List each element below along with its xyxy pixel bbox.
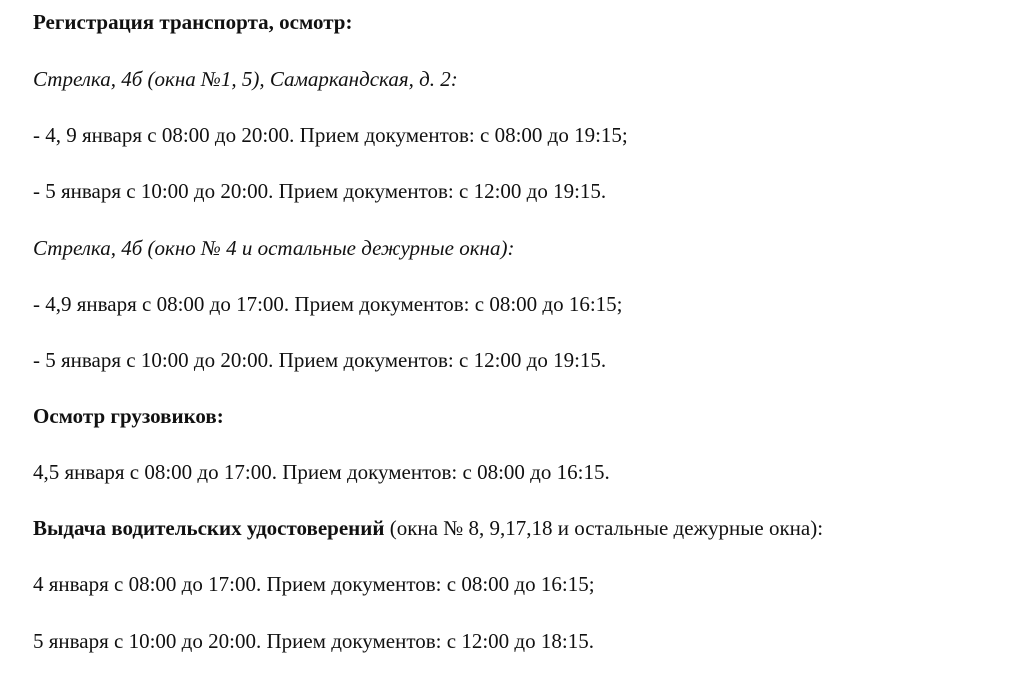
schedule-line: - 4,9 января с 08:00 до 17:00. Прием документов: с 08:00 до 16:15;	[33, 292, 623, 316]
section-heading-trucks: Осмотр грузовиков:	[33, 404, 224, 428]
schedule-line: - 5 января с 10:00 до 20:00. Прием документов: с 12:00 до 19:15.	[33, 179, 607, 203]
section-heading-licenses-note: (окна № 8, 9,17,18 и остальные дежурные окна):	[384, 516, 824, 540]
section-heading-registration: Регистрация транспорта, осмотр:	[33, 10, 353, 34]
location-strelka-samarkandskaya: Стрелка, 4б (окна №1, 5), Самаркандская, д. 2:	[33, 67, 458, 91]
schedule-line: - 5 января с 10:00 до 20:00. Прием документов: с 12:00 до 19:15.	[33, 348, 607, 372]
section-heading-licenses-row	[33, 515, 823, 541]
schedule-line: 5 января с 10:00 до 20:00. Прием документов: с 12:00 до 18:15.	[33, 629, 594, 653]
location-strelka-window-4: Стрелка, 4б (окно № 4 и остальные дежурные окна):	[33, 236, 515, 260]
schedule-line: - 4, 9 января с 08:00 до 20:00. Прием документов: с 08:00 до 19:15;	[33, 123, 628, 147]
schedule-line: 4 января с 08:00 до 17:00. Прием документов: с 08:00 до 16:15;	[33, 572, 595, 596]
section-heading-licenses: Выдача водительских удостоверений	[33, 516, 385, 540]
schedule-line: 4,5 января с 08:00 до 17:00. Прием документов: с 08:00 до 16:15.	[33, 460, 610, 484]
